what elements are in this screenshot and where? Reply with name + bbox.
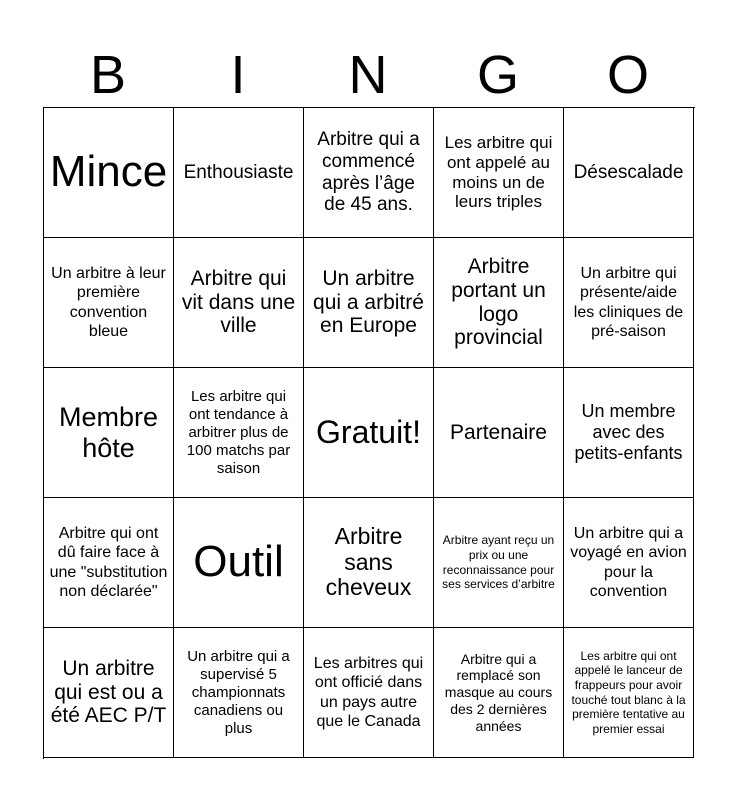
bingo-cell-r4-c2[interactable]: Outil (174, 498, 304, 628)
bingo-cell-r1-c2[interactable]: Enthousiaste (174, 108, 304, 238)
header-letter-g: G (476, 45, 519, 105)
header-letter-o: O (606, 45, 649, 105)
header-letter-n: N (348, 45, 388, 105)
bingo-cell-r3-c1[interactable]: Membre hôte (44, 368, 174, 498)
bingo-cell-r3-c2[interactable]: Les arbitre qui ont tendance à arbitrer plus de 100 matchs par saison (174, 368, 304, 498)
bingo-cell-r2-c3[interactable]: Un arbitre qui a arbitré en Europe (304, 238, 434, 368)
bingo-cell-r3-c5[interactable]: Un membre avec des petits-enfants (564, 368, 694, 498)
bingo-cell-r4-c1[interactable]: Arbitre qui ont dû faire face à une "substitution non déclarée" (44, 498, 174, 628)
bingo-cell-r5-c3[interactable]: Les arbitres qui ont officié dans un pays autre que le Canada (304, 628, 434, 758)
bingo-cell-r4-c5[interactable]: Un arbitre qui a voyagé en avion pour la convention (564, 498, 694, 628)
bingo-cell-r3-c3-free[interactable]: Gratuit! (304, 368, 434, 498)
bingo-header (43, 42, 693, 108)
bingo-cell-r3-c4[interactable]: Partenaire (434, 368, 564, 498)
bingo-cell-r5-c2[interactable]: Un arbitre qui a supervisé 5 championnats canadiens ou plus (174, 628, 304, 758)
bingo-cell-r5-c1[interactable]: Un arbitre qui est ou a été AEC P/T (44, 628, 174, 758)
bingo-cell-r5-c4[interactable]: Arbitre qui a remplacé son masque au cours des 2 dernières années (434, 628, 564, 758)
bingo-cell-r5-c5[interactable]: Les arbitre qui ont appelé le lanceur de frappeurs pour avoir touché tout blanc à la première tentative au premier essai (564, 628, 694, 758)
header-letter-b: B (89, 45, 127, 105)
bingo-card-grid (43, 107, 695, 759)
bingo-cell-r1-c4[interactable]: Les arbitre qui ont appelé au moins un de leurs triples (434, 108, 564, 238)
bingo-cell-r1-c3[interactable]: Arbitre qui a commencé après l’âge de 45 ans. (304, 108, 434, 238)
bingo-cell-r1-c1[interactable]: Mince (44, 108, 174, 238)
bingo-cell-r2-c5[interactable]: Un arbitre qui présente/aide les cliniques de pré-saison (564, 238, 694, 368)
bingo-cell-r2-c4[interactable]: Arbitre portant un logo provincial (434, 238, 564, 368)
bingo-cell-r2-c2[interactable]: Arbitre qui vit dans une ville (174, 238, 304, 368)
bingo-cell-r4-c4[interactable]: Arbitre ayant reçu un prix ou une reconnaissance pour ses services d’arbitre (434, 498, 564, 628)
bingo-cell-r1-c5[interactable]: Désescalade (564, 108, 694, 238)
bingo-cell-r2-c1[interactable]: Un arbitre à leur première convention bleue (44, 238, 174, 368)
bingo-cell-r4-c3[interactable]: Arbitre sans cheveux (304, 498, 434, 628)
header-letter-i: I (230, 45, 246, 105)
